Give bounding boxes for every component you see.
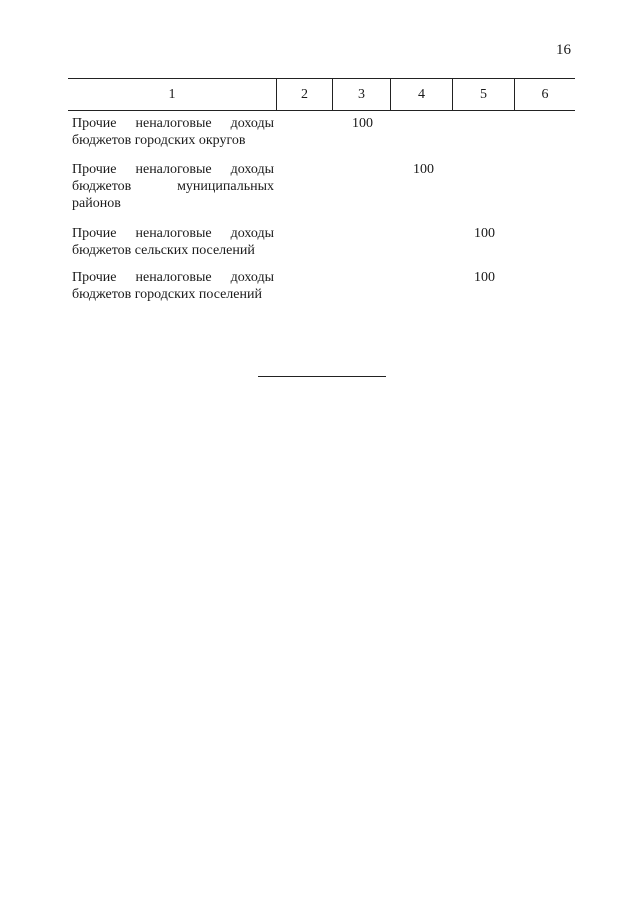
page-number: 16 bbox=[556, 42, 571, 58]
column-header-1: 1 bbox=[168, 86, 176, 102]
column-header-4: 4 bbox=[390, 79, 452, 110]
row-value-city-districts: 100 bbox=[352, 116, 373, 131]
row-value-rural-settlements: 100 bbox=[474, 226, 495, 241]
column-header-6: 6 bbox=[514, 79, 575, 110]
column-header-5: 5 bbox=[452, 79, 514, 110]
column-header-2: 2 bbox=[276, 79, 332, 110]
table-header-row bbox=[68, 78, 575, 111]
row-label-rural-settlements: Прочие неналоговые доходы бюджетов сельских поселений bbox=[72, 226, 274, 258]
end-divider bbox=[258, 376, 386, 377]
row-label-municipal-districts: Прочие неналоговые доходы бюджетов муниципальных районов bbox=[72, 162, 274, 211]
row-label-city-districts: Прочие неналоговые доходы бюджетов городских округов bbox=[72, 116, 274, 148]
row-label-urban-settlements: Прочие неналоговые доходы бюджетов городских поселений bbox=[72, 270, 274, 302]
row-value-municipal-districts: 100 bbox=[413, 162, 434, 177]
column-header-3: 3 bbox=[332, 79, 390, 110]
row-value-urban-settlements: 100 bbox=[474, 270, 495, 285]
